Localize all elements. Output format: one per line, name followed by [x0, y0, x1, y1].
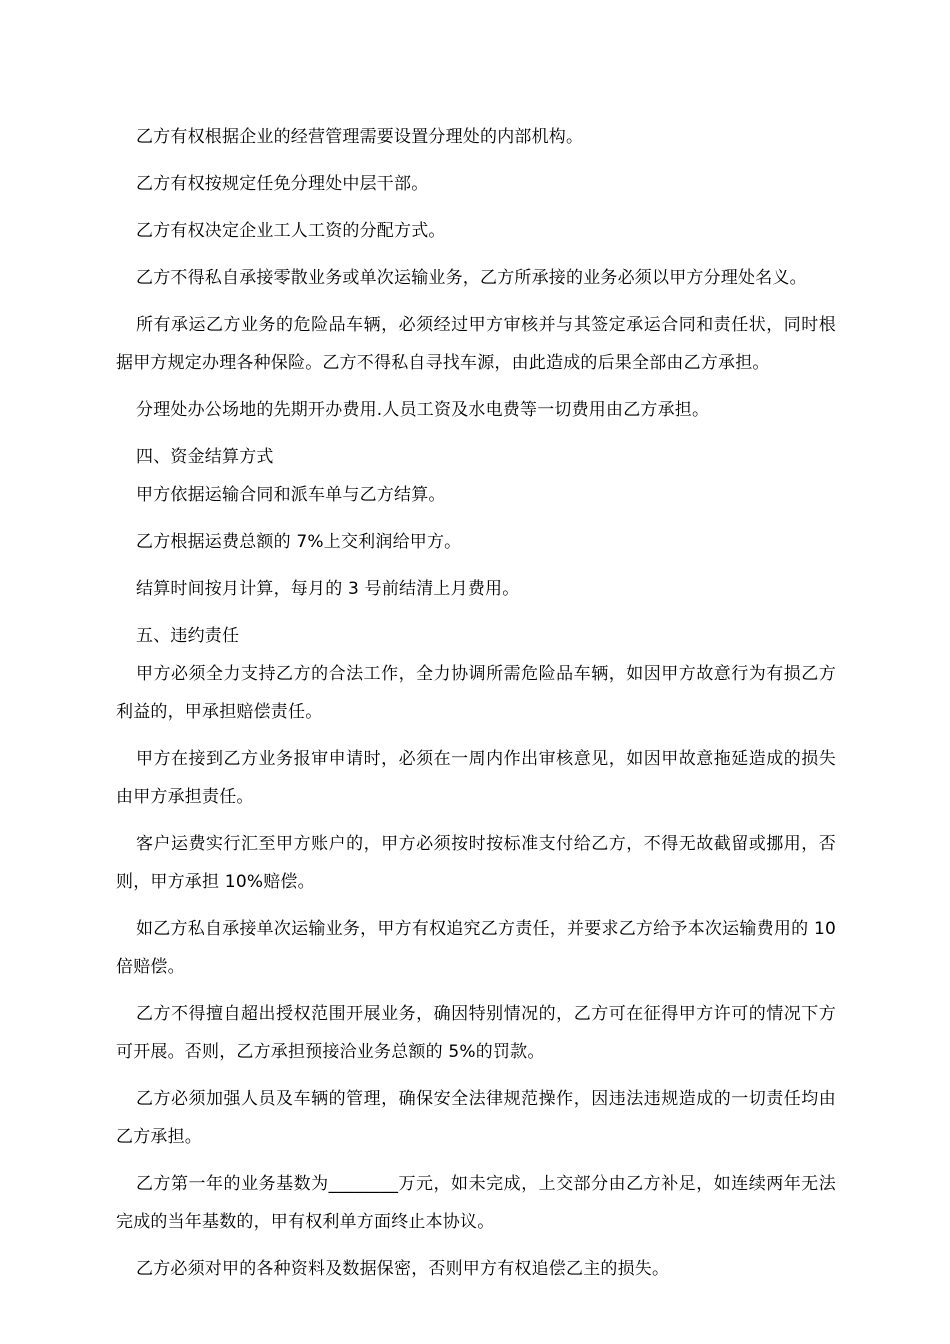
paragraph: 客户运费实行汇至甲方账户的，甲方必须按时按标准支付给乙方，不得无故截留或挪用，否则，甲方承担 10%赔偿。 — [116, 834, 836, 892]
paragraph: 乙方有权决定企业工人工资的分配方式。 — [136, 221, 446, 241]
paragraph: 乙方不得擅自超出授权范围开展业务，确因特别情况的，乙方可在征得甲方许可的情况下方可开展。否则，乙方承担预接洽业务总额的 5%的罚款。 — [116, 1004, 836, 1062]
section-heading: 四、资金结算方式 — [136, 447, 274, 467]
paragraph: 甲方必须全力支持乙方的合法工作，全力协调所需危险品车辆，如因甲方故意行为有损乙方利益的，甲承担赔偿责任。 — [116, 664, 836, 722]
paragraph: 乙方有权根据企业的经营管理需要设置分理处的内部机构。 — [136, 127, 584, 147]
paragraph: 结算时间按月计算，每月的 3 号前结清上月费用。 — [136, 579, 520, 599]
section-heading: 五、违约责任 — [136, 626, 240, 646]
paragraph: 所有承运乙方业务的危险品车辆，必须经过甲方审核并与其签定承运合同和责任状，同时根据甲方规定办理各种保险。乙方不得私自寻找车源，由此造成的后果全部由乙方承担。 — [116, 315, 836, 373]
paragraph: 如乙方私自承接单次运输业务，甲方有权追究乙方责任，并要求乙方给予本次运输费用的 10 倍赔偿。 — [116, 919, 836, 977]
paragraph: 乙方不得私自承接零散业务或单次运输业务，乙方所承接的业务必须以甲方分理处名义。 — [136, 268, 807, 288]
paragraph: 乙方有权按规定任免分理处中层干部。 — [136, 174, 429, 194]
paragraph: 分理处办公场地的先期开办费用.人员工资及水电费等一切费用由乙方承担。 — [136, 400, 710, 420]
document-body — [116, 118, 836, 1297]
paragraph: 乙方根据运费总额的 7%上交利润给甲方。 — [136, 532, 462, 552]
paragraph: 乙方必须对甲的各种资料及数据保密，否则甲方有权追偿乙主的损失。 — [136, 1259, 670, 1279]
paragraph: 乙方必须加强人员及车辆的管理，确保安全法律规范操作，因违法违规造成的一切责任均由乙方承担。 — [116, 1089, 836, 1147]
paragraph: 乙方第一年的业务基数为________万元，如未完成，上交部分由乙方补足，如连续两年无法完成的当年基数的，甲有权利单方面终止本协议。 — [116, 1174, 836, 1232]
paragraph: 甲方在接到乙方业务报审申请时，必须在一周内作出审核意见，如因甲故意拖延造成的损失由甲方承担责任。 — [116, 749, 836, 807]
paragraph: 甲方依据运输合同和派车单与乙方结算。 — [136, 485, 446, 505]
